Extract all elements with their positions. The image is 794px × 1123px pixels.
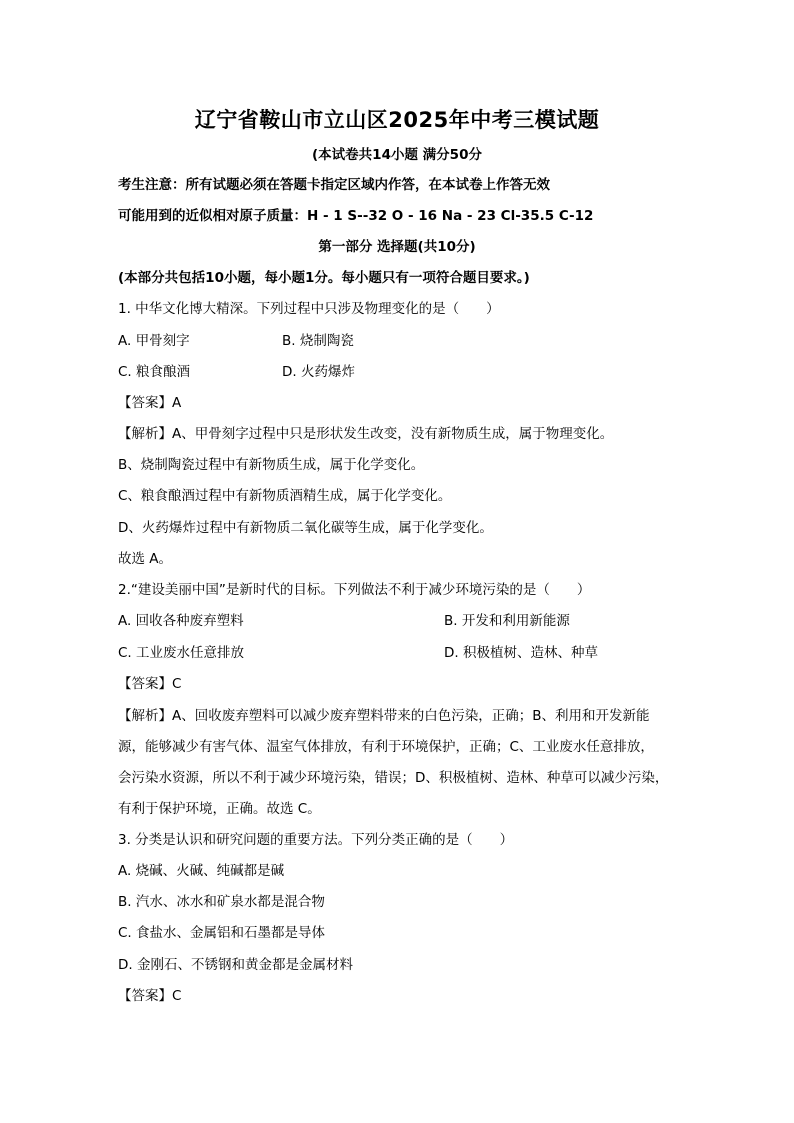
q2-option-b: B. 开发和利用新能源 — [444, 613, 570, 629]
q1-option-d: D. 火药爆炸 — [282, 364, 355, 380]
q1-option-c: C. 粮食酿酒 — [118, 364, 191, 380]
q2-option-c: C. 工业废水任意排放 — [118, 645, 245, 661]
q2-stem: 2.“建设美丽中国”是新时代的目标。下列做法不利于减少环境污染的是（ ） — [118, 582, 591, 598]
q2-analysis-line: 源，能够减少有害气体、温室气体排放，有利于环境保护，正确；C、工业废水任意排放， — [118, 739, 654, 755]
exam-notice: 考生注意：所有试题必须在答题卡指定区域内作答，在本试卷上作答无效 — [118, 177, 550, 193]
q2-analysis-line: 有利于保护环境，正确。故选 C。 — [118, 801, 321, 817]
q3-stem: 3. 分类是认识和研究问题的重要方法。下列分类正确的是（ ） — [118, 832, 514, 848]
q1-stem: 1. 中华文化博大精深。下列过程中只涉及物理变化的是（ ） — [118, 301, 500, 317]
q3-option-a: A. 烧碱、火碱、纯碱都是碱 — [118, 863, 285, 879]
q2-analysis-line: 会污染水资源，所以不利于减少环境污染，错误；D、积极植树、造林、种草可以减少污染， — [118, 770, 669, 786]
q3-option-d: D. 金刚石、不锈钢和黄金都是金属材料 — [118, 957, 353, 973]
page-title: 辽宁省鞍山市立山区2025年中考三模试题 — [194, 108, 600, 132]
part1-title: 第一部分 选择题(共10分) — [318, 239, 476, 255]
q2-option-a: A. 回收各种废弃塑料 — [118, 613, 244, 629]
q1-answer: 【答案】A — [118, 395, 182, 411]
q3-option-b: B. 汽水、冰水和矿泉水都是混合物 — [118, 894, 325, 910]
atomic-mass-line: 可能用到的近似相对原子质量：H - 1 S--32 O - 16 Na - 23 Cl-35.5 C-12 — [118, 208, 594, 224]
exam-subtitle: (本试卷共14小题 满分50分 — [312, 147, 482, 163]
q2-analysis-line: 【解析】A、回收废弃塑料可以减少废弃塑料带来的白色污染，正确；B、利用和开发新能 — [118, 708, 650, 724]
q1-analysis-line: B、烧制陶瓷过程中有新物质生成，属于化学变化。 — [118, 457, 425, 473]
part1-note: (本部分共包括10小题，每小题1分。每小题只有一项符合题目要求。) — [118, 270, 530, 286]
q1-analysis-line: 【解析】A、甲骨刻字过程中只是形状发生改变，没有新物质生成，属于物理变化。 — [118, 426, 614, 442]
q1-analysis-line: C、粮食酿酒过程中有新物质酒精生成，属于化学变化。 — [118, 488, 452, 504]
q3-answer: 【答案】C — [118, 988, 182, 1004]
q2-answer: 【答案】C — [118, 676, 182, 692]
q1-analysis-line: D、火药爆炸过程中有新物质二氧化碳等生成，属于化学变化。 — [118, 520, 493, 536]
q1-analysis-line: 故选 A。 — [118, 551, 173, 567]
q1-option-a: A. 甲骨刻字 — [118, 333, 190, 349]
q2-option-d: D. 积极植树、造林、种草 — [444, 645, 598, 661]
q3-option-c: C. 食盐水、金属铝和石墨都是导体 — [118, 925, 326, 941]
q1-option-b: B. 烧制陶瓷 — [282, 333, 354, 349]
